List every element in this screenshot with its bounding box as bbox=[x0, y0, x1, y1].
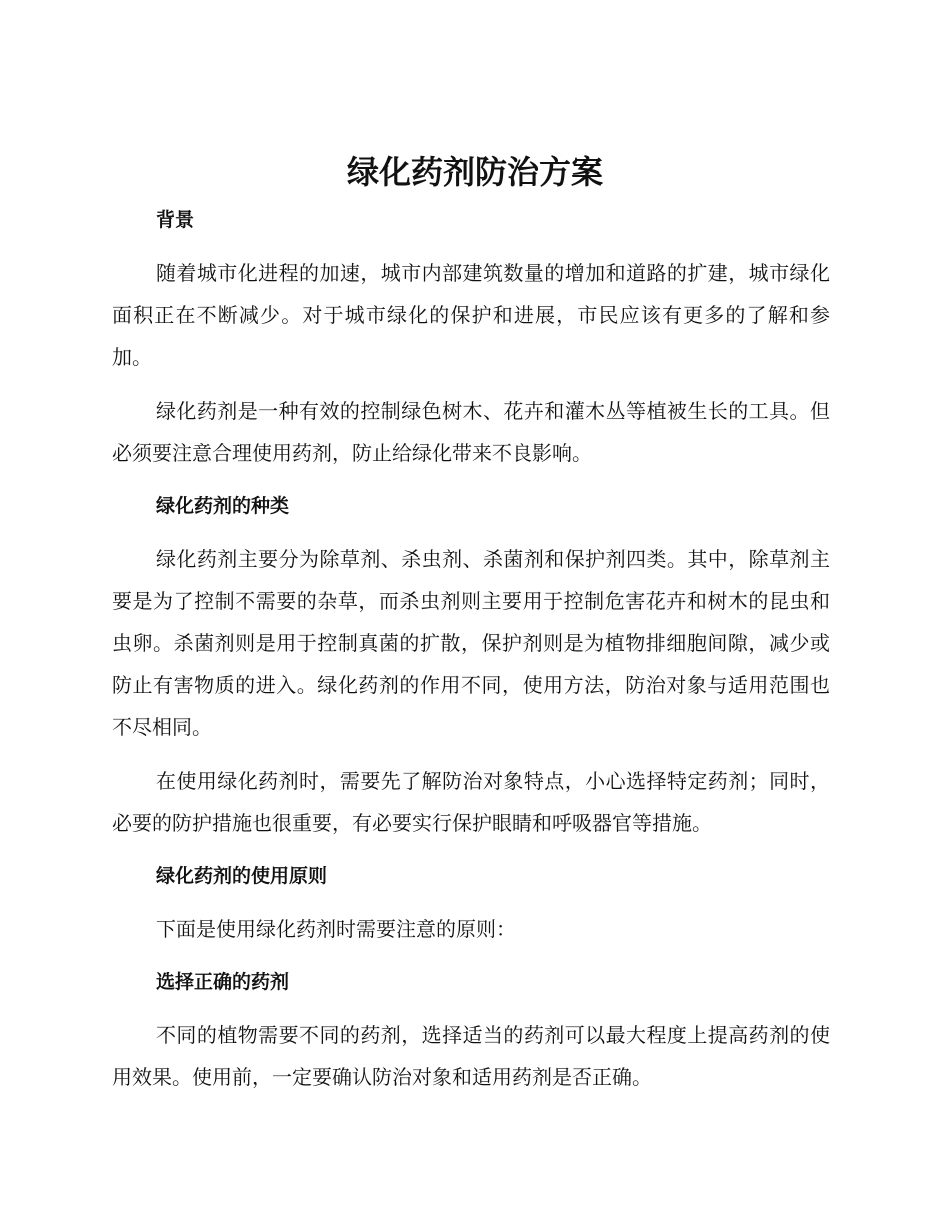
section-heading: 选择正确的药剂 bbox=[156, 971, 290, 993]
document-title: 绿化药剂防治方案 bbox=[346, 153, 603, 191]
section-heading: 绿化药剂的种类 bbox=[156, 495, 290, 517]
section-principles bbox=[112, 856, 830, 950]
paragraph: 在使用绿化药剂时，需要先了解防治对象特点，小心选择特定药剂；同时，必要的防护措施也很重要，有必要实行保护眼睛和呼吸器官等措施。 bbox=[112, 769, 830, 835]
section-types bbox=[112, 486, 830, 844]
document-body bbox=[112, 200, 830, 1110]
section-choose-correct bbox=[112, 962, 830, 1098]
paragraph: 不同的植物需要不同的药剂，选择适当的药剂可以最大程度上提高药剂的使用效果。使用前，一定要确认防治对象和适用药剂是否正确。 bbox=[112, 1023, 830, 1089]
paragraph: 绿化药剂是一种有效的控制绿色树木、花卉和灌木丛等植被生长的工具。但必须要注意合理使用药剂，防止给绿化带来不良影响。 bbox=[112, 399, 830, 465]
section-heading: 绿化药剂的使用原则 bbox=[156, 865, 328, 887]
paragraph: 随着城市化进程的加速，城市内部建筑数量的增加和道路的扩建，城市绿化面积正在不断减少。对于城市绿化的保护和进展，市民应该有更多的了解和参加。 bbox=[112, 261, 830, 369]
paragraph: 绿化药剂主要分为除草剂、杀虫剂、杀菌剂和保护剂四类。其中，除草剂主要是为了控制不需要的杂草，而杀虫剂则主要用于控制危害花卉和树木的昆虫和虫卵。杀菌剂则是用于控制真菌的扩散，保护剂则是为植物排细胞间隙，减少或防止有害物质的进入。绿化药剂的作用不同，使用方法，防治对象与适用范围也不尽相同。 bbox=[112, 547, 830, 739]
section-background bbox=[112, 200, 830, 474]
paragraph: 下面是使用绿化药剂时需要注意的原则： bbox=[156, 917, 516, 941]
section-heading: 背景 bbox=[156, 209, 195, 231]
